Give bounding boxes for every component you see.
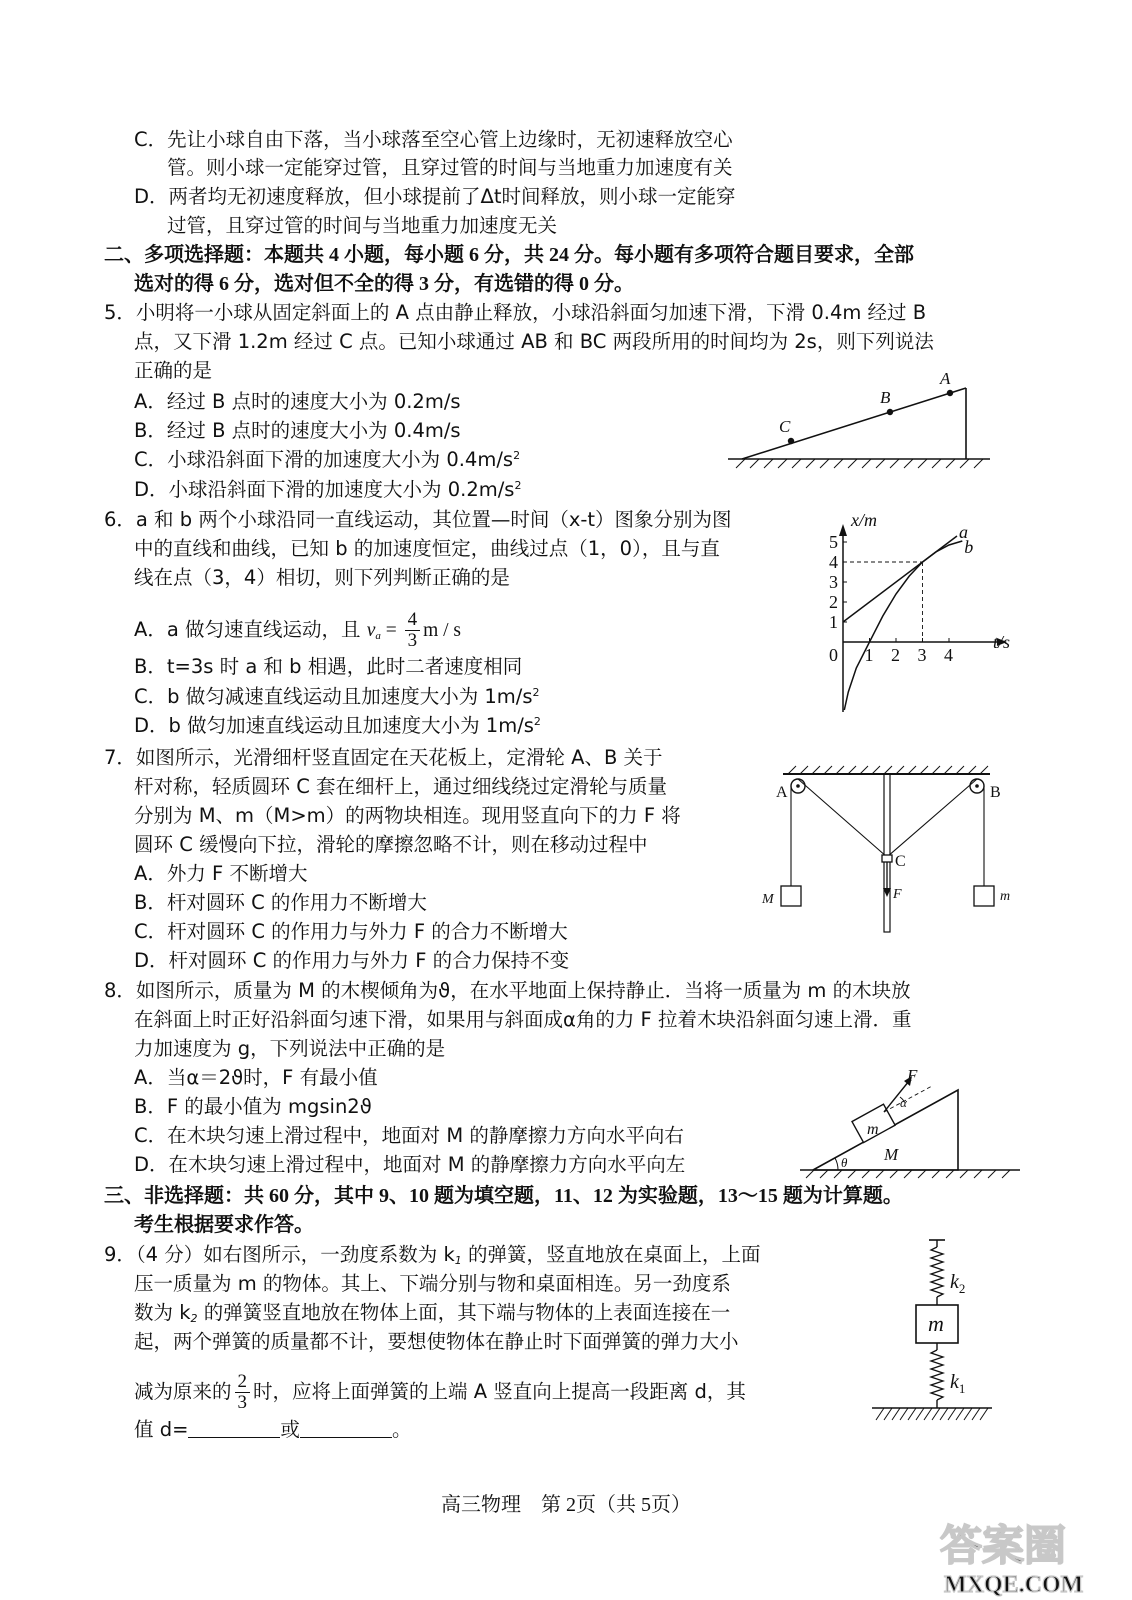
label-b: B (880, 388, 891, 407)
q8-stem-line2: 在斜面上时正好沿斜面匀速下滑，如果用与斜面成α角的力 F 拉着木块沿斜面匀速上滑．重 (134, 1008, 912, 1031)
q7-option-a: A．外力 F 不断增大 (134, 862, 308, 885)
q9-stem-line4: 起，两个弹簧的质量都不计，要想使物体在静止时下面弹簧的弹力大小 (134, 1330, 739, 1353)
q6-stem-line2: 中的直线和曲线，已知 b 的加速度恒定，曲线过点（1，0），且与直 (134, 537, 720, 560)
q9-answer-line: 值 d= 或 。 (134, 1418, 412, 1441)
label-k1: $k_1$ (950, 1371, 966, 1396)
spring-k2 (931, 1247, 943, 1297)
q6-option-b: B．t=3s 时 a 和 b 相遇，此时二者速度相同 (134, 655, 523, 678)
label-pulley-a: A (776, 784, 788, 801)
q4-option-d-line1: D．两者均无初速度释放，但小球提前了Δt时间释放，则小球一定能穿 (134, 185, 736, 208)
q6-option-d: D．b 做匀加速直线运动且加速度大小为 $1m/s^2$ (134, 714, 541, 737)
q6-option-a: A．a 做匀速直线运动，且 $v_a$ = $\frac{4}{3}$ m / s (134, 609, 462, 651)
label-pulley-b: B (990, 784, 1001, 801)
q5-stem-line2: 点，又下滑 1.2m 经过 C 点。已知小球通过 AB 和 BC 两段所用的时间均为 2s，则下列说法 (134, 330, 934, 353)
svg-text:MXQE.COM: MXQE.COM (944, 1572, 1084, 1598)
y-tick-label: 2 (829, 592, 838, 612)
series-label-b: b (964, 537, 974, 557)
q7-option-c: C．杆对圆环 C 的作用力与外力 F 的合力不断增大 (134, 920, 568, 943)
x-tick-label: 0 (829, 645, 838, 665)
section2-heading-line2: 选对的得 6 分，选对但不全的得 3 分，有选错的得 0 分。 (134, 273, 634, 295)
q8-stem-line1: 8．如图所示，质量为 M 的木楔倾角为ϑ，在水平地面上保持静止．当将一质量为 m 的木块放 (104, 979, 911, 1002)
label-m: m (928, 1311, 944, 1336)
q5-stem-line1: 5．小明将一小球从固定斜面上的 A 点由静止释放，小球沿斜面匀加速下滑，下滑 0.4m 经过 B (104, 301, 927, 324)
y-tick-label: 3 (829, 572, 838, 592)
y-tick-label: 4 (829, 552, 838, 572)
y-tick-label: 5 (829, 532, 838, 552)
x-tick-label: 3 (917, 645, 927, 665)
svg-text:答案圈: 答案圈 (940, 1524, 1067, 1570)
label-k2: $k_2$ (950, 1271, 966, 1296)
q8-stem-line3: 力加速度为 g，下列说法中正确的是 (134, 1037, 446, 1060)
q7-option-d: D．杆对圆环 C 的作用力与外力 F 的合力保持不变 (134, 949, 570, 972)
q6-stem-line3: 线在点（3，4）相切，则下列判断正确的是 (134, 566, 510, 589)
x-tick-label: 1 (864, 645, 874, 665)
q9-stem-line5: 减为原来的 $\frac{2}{3}$ 时，应将上面弹簧的上端 A 竖直向上提高一段距离 d，其 (134, 1371, 746, 1413)
y-axis-label: x/m (851, 510, 877, 530)
label-big-m: M (884, 1145, 899, 1164)
label-mass-small: m (1000, 889, 1011, 904)
x-axis-label: t/s (992, 632, 1010, 652)
q5-option-a: A．经过 B 点时的速度大小为 0.2m/s (134, 390, 461, 413)
q4-option-d-line2: 过管，且穿过管的时间与当地重力加速度无关 (167, 214, 558, 237)
label-theta: θ (841, 1155, 848, 1170)
label-ring-c: C (895, 853, 906, 870)
q6-stem-line1: 6．a 和 b 两个小球沿同一直线运动，其位置—时间（x-t）图象分别为图 (104, 508, 732, 531)
section3-heading-line2: 考生根据要求作答。 (134, 1214, 314, 1236)
label-a: A (940, 369, 951, 388)
section3-heading-line1: 三、非选择题：共 60 分，其中 9、10 题为填空题，11、12 为实验题，13～15 题为计算题。 (104, 1185, 903, 1207)
q7-stem-line2: 杆对称，轻质圆环 C 套在细杆上，通过细线绕过定滑轮与质量 (134, 775, 668, 798)
x-tick-label: 4 (944, 645, 953, 665)
label-alpha: α (900, 1095, 907, 1110)
q8-option-d: D．在木块匀速上滑过程中，地面对 M 的静摩擦力方向水平向左 (134, 1153, 686, 1176)
q5-stem-line3: 正确的是 (134, 359, 213, 382)
q9-stem-line3: 数为 $k_2$ 的弹簧竖直地放在物体上面，其下端与物体的上表面连接在一 (134, 1301, 731, 1325)
label-mass-big: M (762, 892, 774, 907)
q9-stem-line1: 9．（4 分）如右图所示，一劲度系数为 $k_1$ 的弹簧，竖直地放在桌面上，上面 (104, 1243, 761, 1267)
x-tick-label: 2 (891, 645, 900, 665)
q7-stem-line3: 分别为 M、m（M>m）的两物块相连。现用竖直向下的力 F 将 (134, 804, 681, 827)
q5-option-b: B．经过 B 点时的速度大小为 0.4m/s (134, 419, 461, 442)
q5-option-c: C．小球沿斜面下滑的加速度大小为 $0.4m/s^2$ (134, 448, 521, 471)
section2-heading-line1: 二、多项选择题：本题共 4 小题，每小题 6 分，共 24 分。每小题有多项符合题目要求，全部 (104, 244, 914, 266)
q4-option-c-line1: C．先让小球自由下落，当小球落至空心管上边缘时，无初速释放空心 (134, 128, 733, 151)
q8-option-a: A．当α＝2ϑ时，F 有最小值 (134, 1066, 378, 1089)
y-tick-label: 1 (829, 612, 838, 632)
label-small-m: m (867, 1121, 879, 1138)
q8-option-c: C．在木块匀速上滑过程中，地面对 M 的静摩擦力方向水平向右 (134, 1124, 684, 1147)
spring-k1 (931, 1350, 943, 1400)
watermark-logo (930, 1512, 1120, 1597)
label-force-f: F (907, 1066, 918, 1085)
q6-option-c: C．b 做匀减速直线运动且加速度大小为 $1m/s^2$ (134, 685, 540, 708)
q8-option-b: B．F 的最小值为 mgsin2ϑ (134, 1095, 372, 1118)
q7-option-b: B．杆对圆环 C 的作用力不断增大 (134, 891, 427, 914)
label-force-f: F (893, 887, 902, 902)
q7-stem-line4: 圆环 C 缓慢向下拉，滑轮的摩擦忽略不计，则在移动过程中 (134, 833, 648, 856)
q5-option-d: D．小球沿斜面下滑的加速度大小为 $0.2m/s^2$ (134, 478, 522, 501)
q7-stem-line1: 7．如图所示，光滑细杆竖直固定在天花板上，定滑轮 A、B 关于 (104, 746, 663, 769)
page-footer: 高三物理 第 2页（共 5页） (441, 1494, 691, 1516)
q4-option-c-line2: 管。则小球一定能穿过管，且穿过管的时间与当地重力加速度有关 (167, 156, 733, 179)
series-label-a: a (958, 522, 968, 542)
label-c: C (779, 417, 791, 436)
q9-stem-line2: 压一质量为 m 的物体。其上、下端分别与物和桌面相连。另一劲度系 (134, 1272, 731, 1295)
